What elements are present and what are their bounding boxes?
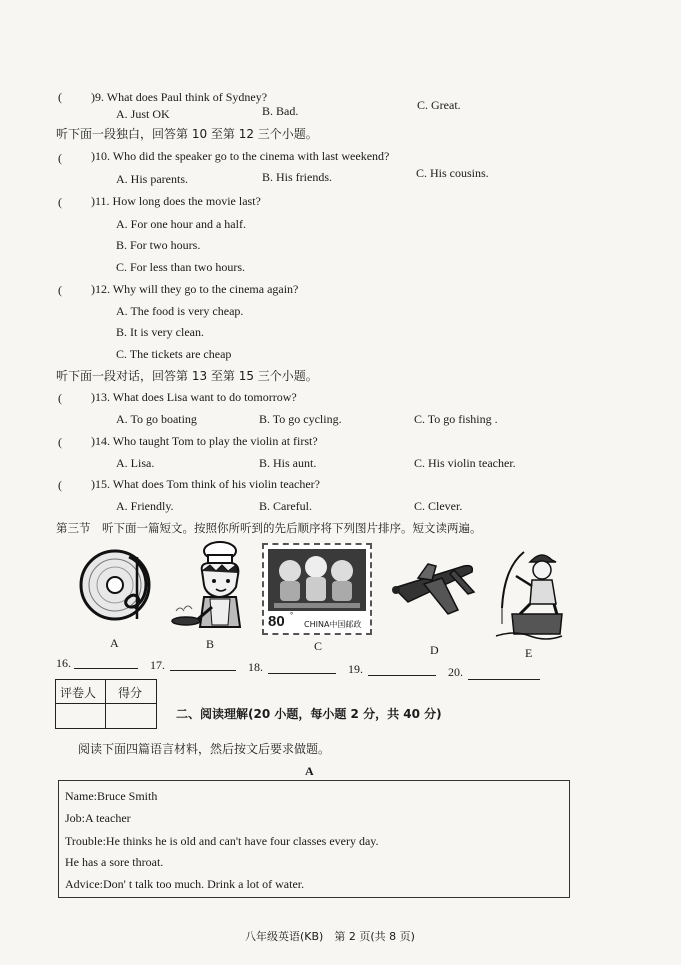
blank-label-17: 17.: [150, 658, 165, 672]
part-2-intro: 阅读下面四篇语言材料，然后按文后要求做题。: [78, 742, 331, 756]
answer-blank-16[interactable]: [74, 668, 138, 669]
q14-option-b: B. His aunt.: [259, 456, 317, 470]
answer-paren: (: [58, 283, 62, 297]
answer-blank-18[interactable]: [268, 673, 336, 674]
picture-label-e: E: [525, 646, 533, 660]
question-12: )12. Why will they go to the cinema again?: [91, 282, 299, 296]
grader-header: 评卷人: [60, 686, 97, 700]
stamp-country-text: CHINA中国邮政: [304, 620, 362, 629]
blank-label-16: 16.: [56, 656, 71, 670]
question-9: )9. What does Paul think of Sydney?: [91, 90, 268, 104]
answer-blank-17[interactable]: [170, 670, 236, 671]
q11-option-a: A. For one hour and a half.: [116, 217, 246, 231]
passage-label: A: [305, 764, 314, 778]
cd-music-picture: [79, 545, 159, 627]
answer-paren: (: [58, 151, 62, 165]
boy-cooking-picture: [170, 541, 246, 631]
blank-label-19: 19.: [348, 662, 363, 676]
blank-label-18: 18.: [248, 660, 263, 674]
score-header: 得分: [118, 686, 143, 700]
question-15: )15. What does Tom think of his violin teacher?: [91, 477, 321, 491]
section-3-heading: 第三节 听下面一篇短文。按照你所听到的先后顺序将下列图片排序。短文读两遍。: [56, 521, 482, 535]
stamp-image: [268, 549, 366, 611]
picture-label-b: B: [206, 637, 215, 651]
answer-blank-20[interactable]: [468, 679, 540, 680]
card-job: Job:A teacher: [65, 811, 131, 825]
card-name: Name:Bruce Smith: [65, 789, 158, 803]
answer-blank-19[interactable]: [368, 675, 436, 676]
listening-intro-dialogue: 听下面一段对话，回答第 13 至第 15 三个小题。: [56, 369, 318, 383]
picture-label-d: D: [430, 643, 439, 657]
q13-option-b: B. To go cycling.: [259, 412, 342, 426]
q13-option-c: C. To go fishing .: [414, 412, 498, 426]
q10-option-c: C. His cousins.: [416, 166, 489, 180]
picture-label-c: C: [314, 639, 323, 653]
part-2-title: 二、阅读理解(20 小题，每小题 2 分，共 40 分): [176, 707, 442, 721]
answer-paren: (: [58, 435, 62, 449]
answer-paren: (: [58, 90, 62, 104]
q12-option-c: C. The tickets are cheap: [116, 347, 232, 361]
score-table: [55, 679, 157, 729]
answer-paren: (: [58, 195, 62, 209]
question-10: )10. Who did the speaker go to the cinema with last weekend?: [91, 149, 390, 163]
q11-option-b: B. For two hours.: [116, 238, 201, 252]
stamp-picture: 80 ° CHINA中国邮政: [262, 543, 372, 635]
page-footer: 八年级英语(KB) 第 2 页(共 8 页): [245, 930, 415, 943]
passage-a-card: [58, 780, 570, 898]
question-14: )14. Who taught Tom to play the violin at first?: [91, 434, 318, 448]
q13-option-a: A. To go boating: [116, 412, 197, 426]
q15-option-c: C. Clever.: [414, 499, 463, 513]
q15-option-a: A. Friendly.: [116, 499, 174, 513]
card-advice: Advice:Don' t talk too much. Drink a lot of water.: [65, 877, 305, 891]
q10-option-a: A. His parents.: [116, 172, 188, 186]
q15-option-b: B. Careful.: [259, 499, 312, 513]
boy-fishing-picture: [494, 548, 564, 642]
q14-option-c: C. His violin teacher.: [414, 456, 516, 470]
card-trouble: Trouble:He thinks he is old and can't have four classes every day.: [65, 834, 379, 848]
blank-label-20: 20.: [448, 665, 463, 679]
card-trouble-detail: He has a sore throat.: [65, 855, 164, 869]
q9-option-c: C. Great.: [417, 98, 461, 112]
q10-option-b: B. His friends.: [262, 170, 332, 184]
q12-option-b: B. It is very clean.: [116, 325, 204, 339]
answer-paren: (: [58, 478, 62, 492]
q12-option-a: A. The food is very cheap.: [116, 304, 244, 318]
answer-paren: (: [58, 391, 62, 405]
listening-intro-monologue: 听下面一段独白，回答第 10 至第 12 三个小题。: [56, 127, 318, 141]
question-11: )11. How long does the movie last?: [91, 194, 261, 208]
q9-option-a: A. Just OK: [116, 107, 170, 121]
picture-label-a: A: [110, 636, 119, 650]
question-13: )13. What does Lisa want to do tomorrow?: [91, 390, 297, 404]
q11-option-c: C. For less than two hours.: [116, 260, 245, 274]
q9-option-b: B. Bad.: [262, 104, 299, 118]
q14-option-a: A. Lisa.: [116, 456, 155, 470]
airplane-picture: [388, 558, 480, 628]
stamp-value: 80: [268, 613, 285, 630]
